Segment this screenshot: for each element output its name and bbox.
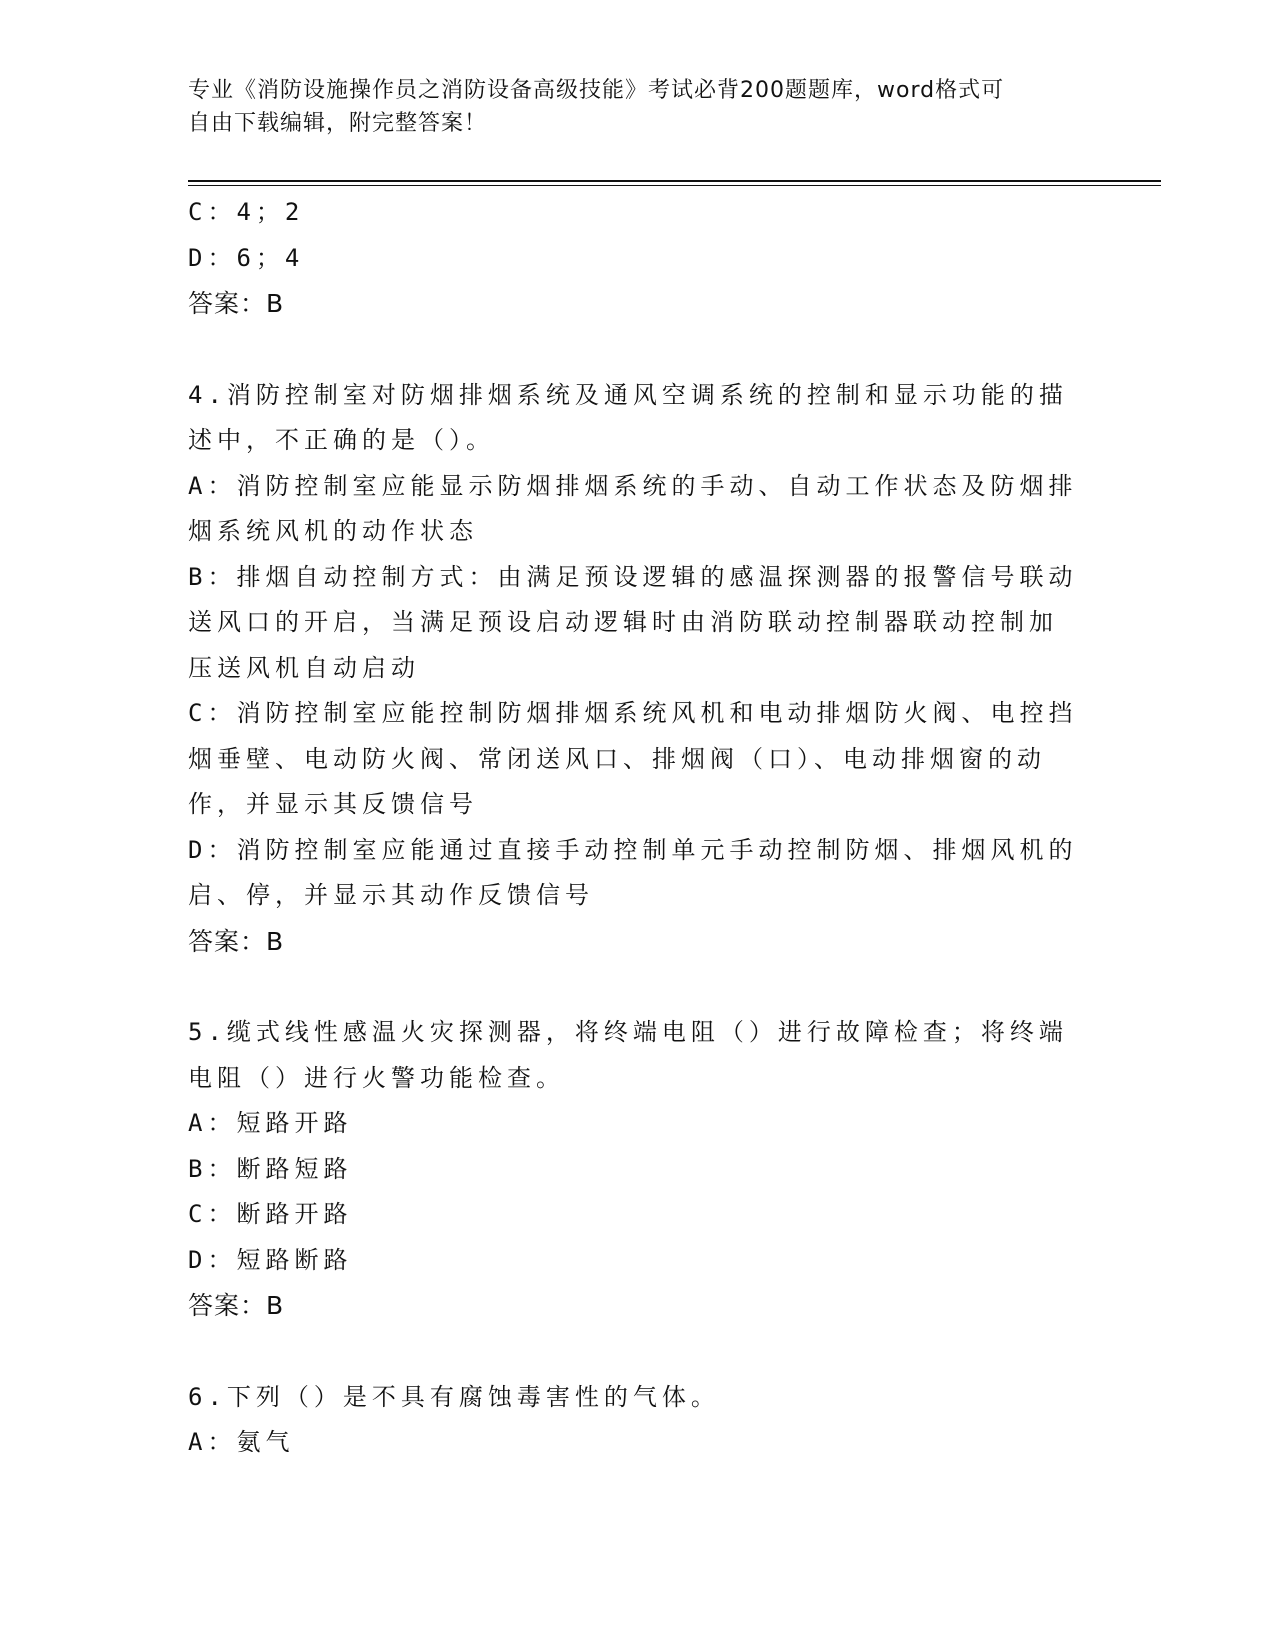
answer-line: 答案：B xyxy=(188,1291,285,1320)
option-d: 启、停，并显示其动作反馈信号 xyxy=(188,881,594,909)
header-divider-thin xyxy=(188,185,1161,186)
answer-line: 答案：B xyxy=(188,926,285,956)
option-c: 烟垂壁、电动防火阀、常闭送风口、排烟阀（口）、电动排烟窗的动 xyxy=(188,744,1046,773)
spacer xyxy=(188,964,1088,1010)
option-b: B：排烟自动控制方式：由满足预设逻辑的感温探测器的报警信号联动 xyxy=(188,562,1078,591)
header-line-1: 专业《消防设施操作员之消防设备高级技能》考试必背200题题库，word格式可 xyxy=(188,78,1005,103)
option-c: C：消防控制室应能控制防烟排烟系统风机和电动排烟防火阀、电控挡 xyxy=(188,699,1078,727)
option-c: 作，并显示其反馈信号 xyxy=(188,790,478,818)
header-divider-thick xyxy=(188,180,1161,182)
page-header xyxy=(188,74,1078,140)
question-stem: 述中，不正确的是（）。 xyxy=(188,426,495,454)
option-d: D：消防控制室应能通过直接手动控制单元手动控制防烟、排烟风机的 xyxy=(188,835,1078,864)
question-stem: 6.下列（）是不具有腐蚀毒害性的气体。 xyxy=(188,1382,720,1411)
option-b: B：断路短路 xyxy=(188,1154,353,1183)
question-stem: 5.缆式线性感温火灾探测器，将终端电阻（）进行故障检查；将终端 xyxy=(188,1018,1068,1046)
option-d: D：短路断路 xyxy=(188,1245,353,1274)
header-line-2: 自由下载编辑，附完整答案！ xyxy=(188,111,488,136)
option-d: D：6；4 xyxy=(188,243,305,272)
document-body xyxy=(188,190,1088,1466)
question-stem: 电阻（）进行火警功能检查。 xyxy=(188,1063,565,1092)
question-5 xyxy=(188,1010,1088,1329)
option-a: A：短路开路 xyxy=(188,1109,353,1137)
spacer xyxy=(188,1329,1088,1375)
option-b: 压送风机自动启动 xyxy=(188,653,420,682)
option-c: C：断路开路 xyxy=(188,1200,353,1228)
option-c: C：4；2 xyxy=(188,198,305,226)
option-a: 烟系统风机的动作状态 xyxy=(188,517,478,545)
question-4 xyxy=(188,373,1088,965)
option-b: 送风口的开启，当满足预设启动逻辑时由消防联动控制器联动控制加 xyxy=(188,608,1058,636)
question-6 xyxy=(188,1375,1088,1466)
question-stem: 4.消防控制室对防烟排烟系统及通风空调系统的控制和显示功能的描 xyxy=(188,380,1068,409)
spacer xyxy=(188,327,1088,373)
option-a: A：消防控制室应能显示防烟排烟系统的手动、自动工作状态及防烟排 xyxy=(188,471,1078,500)
option-a: A：氨气 xyxy=(188,1428,295,1456)
question-3-tail xyxy=(188,190,1088,327)
answer-line: 答案：B xyxy=(188,289,285,318)
